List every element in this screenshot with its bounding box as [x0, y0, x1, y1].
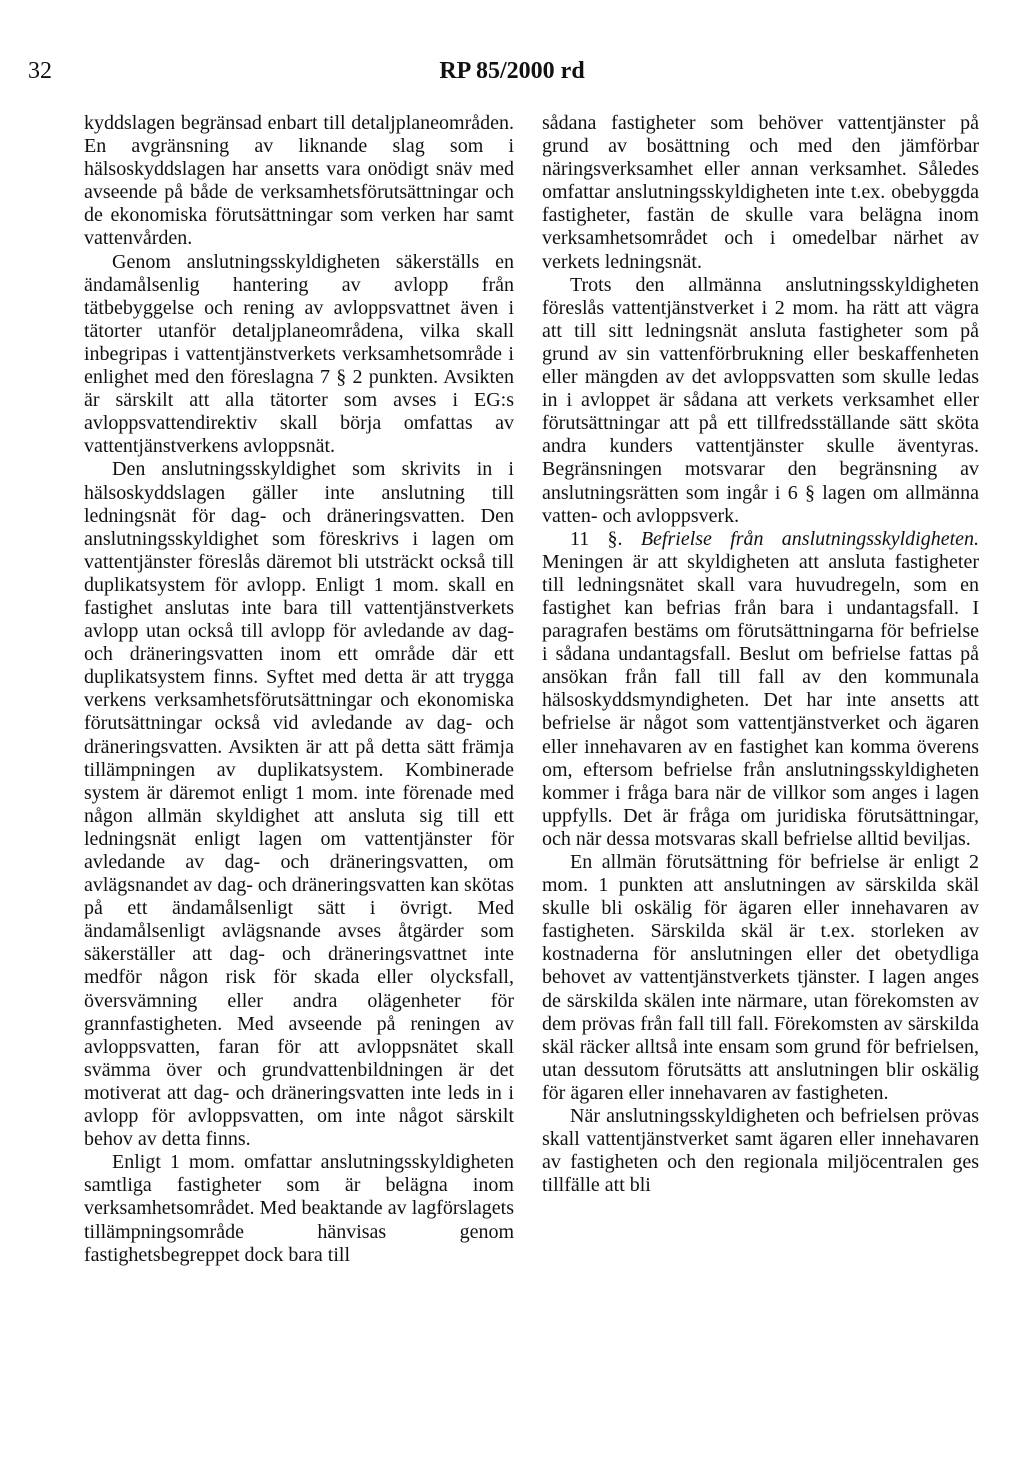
paragraph: Trots den allmänna anslutningsskyldigheten föreslås vattentjänstverket i 2 mom. ha rätt att vägra att till sitt ledningsnät ansluta fastigheter som på grund av sin vattenförbrukning eller beskaffenheten eller mängden av det avloppsvatten som skulle ledas in i avloppet är sådana att verkets verksamhet eller förutsättningar att på ett tillfredsställande sätt sköta andra kunders vattentjänster skulle äventyras. Begränsningen motsvarar den begränsning av anslutningsrätten som ingår i 6 § lagen om allmänna vatten- och avloppsverk. [542, 273, 979, 527]
paragraph: kyddslagen begränsad enbart till detaljplaneområden. En avgränsning av liknande slag som i hälsoskyddslagen har ansetts vara onödigt snäv med avseende på både de verksamhetsförutsättningar och de ekonomiska förutsättningar som verken har samt vattenvården. [84, 112, 514, 250]
paragraph: Enligt 1 mom. omfattar anslutningsskyldigheten samtliga fastigheter som är belägna inom verksamhetsområdet. Med beaktande av lagförslagets tillämpningsområde hänvisas genom fastighetsbegreppet dock bara till [84, 1151, 514, 1266]
paragraph: När anslutningsskyldigheten och befrielsen prövas skall vattentjänstverket samt ägaren eller innehavaren av fastigheten och den regionala miljöcentralen ges tillfälle att bli [542, 1105, 979, 1197]
section-body: Meningen är att skyldigheten att ansluta fastigheter till ledningsnätet skall vara huvudregeln, som en fastighet kan befrias från bara i undantagsfall. I paragrafen bestäms om förutsättningarna för befrielse i sådana undantagsfall. Beslut om befrielse fattas på ansökan från fall till fall av den kommunala hälsoskyddsmyndigheten. Det har inte ansetts att befrielse är något som vattentjänstverket och ägaren eller innehavaren av en fastighet kan komma överens om, eftersom befrielse från anslutningsskyldigheten kommer i fråga bara när de villkor som anges i lagen uppfylls. Det är fråga om juridiska förutsättningar, och när dessa motsvaras skall befrielse alltid beviljas. [542, 550, 979, 850]
paragraph: Genom anslutningsskyldigheten säkerställs en ändamålsenlig hantering av avlopp från tätbebyggelse och rening av avloppsvattnet även i tätorter utanför detaljplaneområdena, vilka skall inbegripas i vattentjänstverkets verksamhetsområde i enlighet med den föreslagna 7 § 2 punkten. Avsikten är särskilt att alla tätorter som avses i EG:s avloppsvattendirektiv skall börja omfattas av vattentjänstverkens avloppsnät. [84, 250, 514, 458]
running-head: RP 85/2000 rd [439, 58, 585, 84]
paragraph: Den anslutningsskyldighet som skrivits in i hälsoskyddslagen gäller inte anslutning till ledningsnät för dag- och dräneringsvatten. Den anslutningsskyldighet som föreskrivs i lagen om vattentjänster föreslås däremot bli utsträckt också till duplikatsystem för avlopp. Enligt 1 mom. skall en fastighet anslutas inte bara till vattentjänstverkets avlopp utan också till avlopp för avledande av dag- och dräneringsvatten inom ett område där ett duplikatsystem finns. Syftet med detta är att trygga verkens verksamhetsförutsättningar och ekonomiska förutsättningar också vid avledande av dag- och dräneringsvatten. Avsikten är att på detta sätt främja tillämpningen av duplikatsystem. Kombinerade system är däremot enligt 1 mom. inte förenade med någon allmän skyldighet att ansluta sig till ett ledningsnät enligt lagen om vattentjänster för avledande av dag- och dräneringsvatten, om avlägsnandet av dag- och dräneringsvatten kan skötas på ett ändamålsenligt sätt i övrigt. Med ändamålsenligt avlägsnande avses åtgärder som säkerställer att dag- och dräneringsvattnet inte medför någon risk för skada eller olycksfall, översvämning eller andra olägenheter för grannfastigheten. Med avseende på reningen av avloppsvatten, faran för att avloppsnätet skall svämma över och grundvattenbildningen är det motiverat att dag- och dräneringsvatten inte leds in i avlopp för avloppsvatten, om inte något särskilt behov av detta finns. [84, 458, 514, 1151]
right-column [542, 112, 979, 1197]
page-number: 32 [28, 58, 52, 84]
paragraph: En allmän förutsättning för befrielse är enligt 2 mom. 1 punkten att anslutningen av särskilda skäl skulle bli oskälig för ägaren eller innehavaren av fastigheten. Särskilda skäl är t.ex. storleken av kostnaderna för anslutningen eller det obetydliga behovet av vattentjänstverkets tjänster. I lagen anges de särskilda skälen inte närmare, utan förekomsten av dem prövas från fall till fall. Förekomsten av särskilda skäl räcker alltså inte ensam som grund för befrielsen, utan dessutom förutsätts att anslutningen blir oskälig för ägaren eller innehavaren av fastigheten. [542, 851, 979, 1104]
section-title: Befrielse från anslutningsskyldigheten. [640, 527, 980, 550]
section-number: 11 §. [570, 527, 623, 550]
left-column [84, 112, 514, 1267]
section-paragraph [542, 528, 979, 851]
paragraph: sådana fastigheter som behöver vattentjänster på grund av bosättning och med den jämförbar näringsverksamhet eller annan verksamhet. Således omfattar anslutningsskyldigheten inte t.ex. obebyggda fastigheter, fastän de skulle vara belägna inom verksamhetsområdet och i omedelbar närhet av verkets ledningsnät. [542, 112, 979, 273]
